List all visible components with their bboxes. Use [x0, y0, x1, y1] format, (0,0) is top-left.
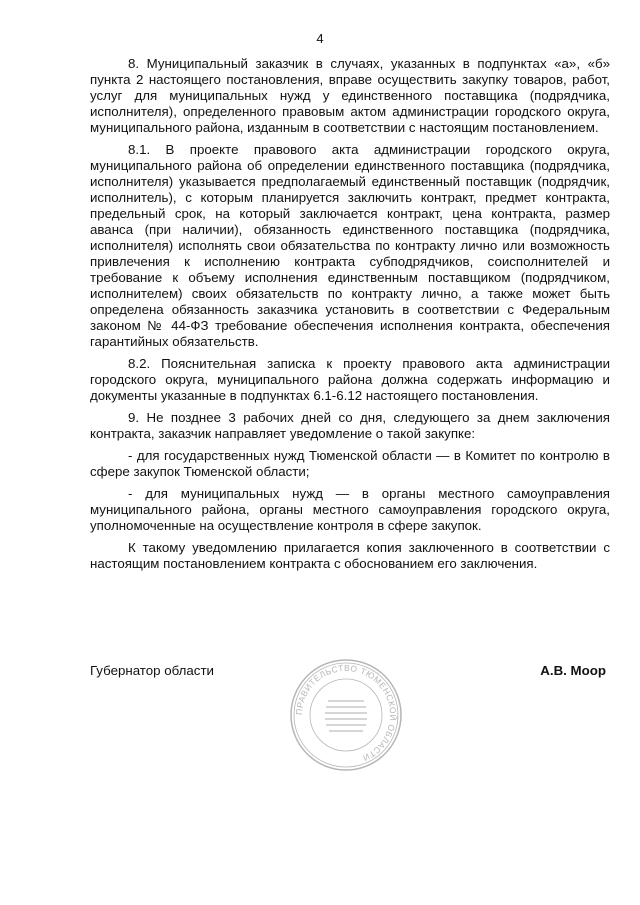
document-body: [90, 56, 610, 578]
paragraph-9-state-needs: - для государственных нужд Тюменской области — в Комитет по контролю в сфере закупок Тюменской области;: [90, 448, 610, 479]
paragraph-9: 9. Не позднее 3 рабочих дней со дня, следующего за днем заключения контракта, заказчик направляет уведомление о такой закупке:: [90, 410, 610, 441]
seal-center-emblem: [325, 701, 367, 731]
official-seal: [288, 657, 404, 773]
page-number: 4: [316, 31, 324, 46]
paragraph-8: 8. Муниципальный заказчик в случаях, указанных в подпунктах «а», «б» пункта 2 настоящего постановления, вправе осуществить закупку товаров, работ, услуг для муниципальных нужд у единственного поставщика (подрядчика, исполнителя), определенного правовым актом администрации городского округа, муниципального района, изданным в соответствии с настоящим постановлением.: [90, 56, 610, 135]
seal-ring-text: ПРАВИТЕЛЬСТВО ТЮМЕНСКОЙ ОБЛАСТИ: [293, 662, 399, 764]
signer-name: А.В. Моор: [540, 663, 606, 678]
paragraph-9-municipal-needs: - для муниципальных нужд — в органы местного самоуправления муниципального района, органы местного самоуправления городского округа, уполномоченные на осуществление контроля в сфере закупок.: [90, 486, 610, 533]
paragraph-8-1: 8.1. В проекте правового акта администрации городского округа, муниципального района об определении единственного поставщика (подрядчика, исполнителя) указывается предполагаемый единственный поставщик (подрядчик, исполнитель), с которым планируется заключить контракт, предмет контракта, предельный срок, на который заключается контракт, цена контракта, размер аванса (при наличии), обязанность единственного поставщика (подрядчика, исполнителя) исполнять свои обязательства по контракту лично или возможность привлечения к исполнению контракта субподрядчиков, соисполнителей и требование к объему исполнения единственным поставщиком (подрядчиком, исполнителем) своих обязательств по контракту лично, а также может быть определена обязанность заказчика установить в соответствии с Федеральным законом № 44-ФЗ требование обеспечения исполнения контракта, обеспечения гарантийных обязательств.: [90, 142, 610, 349]
signer-title: Губернатор области: [90, 663, 214, 678]
paragraph-8-2: 8.2. Пояснительная записка к проекту правового акта администрации городского округа, муниципального района должна содержать информацию и документы указанные в подпунктах 6.1-6.12 настоящего постановления.: [90, 356, 610, 403]
paragraph-attachment: К такому уведомлению прилагается копия заключенного в соответствии с настоящим постановлением контракта с обоснованием его заключения.: [90, 540, 610, 571]
